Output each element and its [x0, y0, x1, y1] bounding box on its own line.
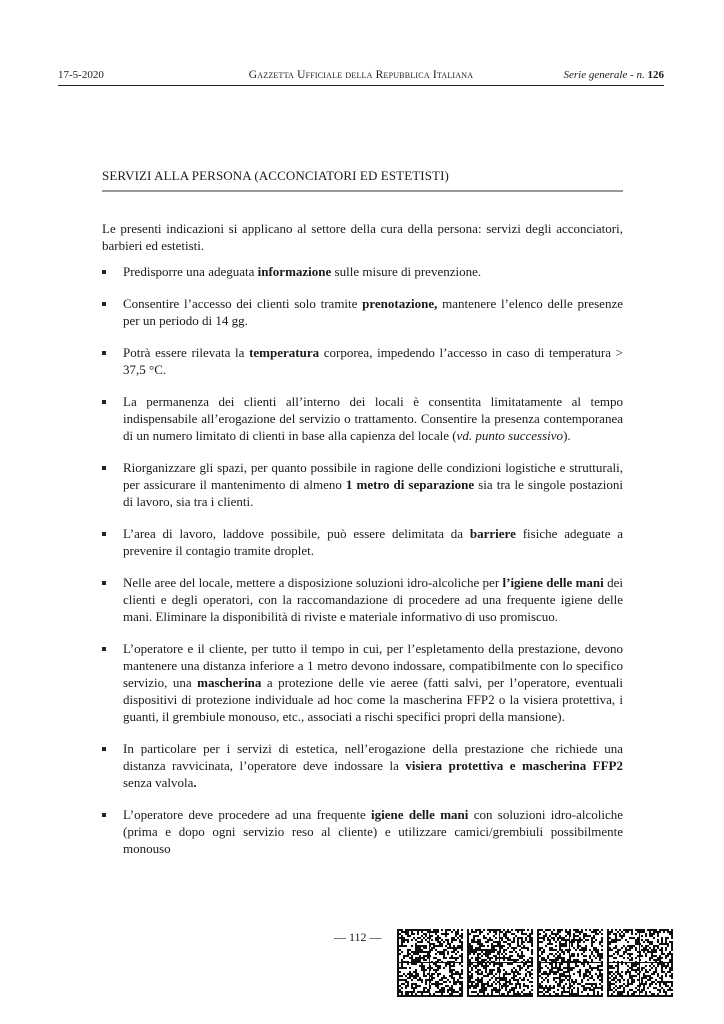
document-body	[102, 220, 623, 872]
intro-paragraph: Le presenti indicazioni si applicano al settore della cura della persona: servizi degli acconciatori, barbieri ed estetisti.	[102, 221, 623, 253]
bullet-text: con soluzioni idro-alcoliche (prima e dopo ogni servizio reso al cliente) e utilizzare camici/grembiuli possibilmente monouso	[123, 807, 623, 856]
bullet-text: sulle misure di prevenzione.	[331, 264, 482, 279]
bullet-item	[102, 344, 623, 378]
datamatrix-code-2	[467, 929, 533, 997]
bullet-marker	[102, 813, 106, 817]
bullet-text: a protezione delle vie aeree (fatti salvi, per l’operatore, eventuali dispositivi di protezione individuale ad hoc come la mascherina FFP2 o la visiera protettiva, i guanti, il grembiule monouso, etc., associati a rischi specifici propri della mansione).	[123, 675, 623, 724]
header-series-number: 126	[647, 69, 664, 81]
bold-text: visiera protettiva e mascherina FFP2	[405, 758, 623, 773]
bullet-marker	[102, 400, 106, 404]
bullet-marker	[102, 270, 106, 274]
bullet-text: mantenere l’elenco delle presenze per un periodo di 14 gg.	[123, 296, 623, 328]
bullet-text: Consentire l’accesso dei clienti solo tramite	[123, 296, 363, 311]
bullet-text: In particolare per i servizi di estetica, nell’erogazione della prestazione che richiede una distanza ravvicinata, l’operatore deve indossare la	[123, 741, 623, 773]
bullet-text: Predisporre una adeguata	[123, 264, 258, 279]
bold-text: .	[193, 775, 197, 790]
bullet-text: Riorganizzare gli spazi, per quanto possibile in ragione delle condizioni logistiche e strutturali, per assicurare il mantenimento di almeno	[123, 460, 623, 492]
bullet-item	[102, 806, 623, 857]
bullet-item	[102, 263, 623, 280]
datamatrix-code-4	[607, 929, 673, 997]
bullet-item	[102, 295, 623, 329]
bold-text: barriere	[469, 526, 516, 541]
bullet-text: fisiche adeguate a prevenire il contagio tramite droplet.	[123, 526, 623, 558]
bullet-item	[102, 525, 623, 559]
bullet-list	[102, 263, 623, 857]
bullet-text: Nelle aree del locale, mettere a disposizione soluzioni idro-alcoliche per	[123, 575, 503, 590]
bullet-item	[102, 574, 623, 625]
header-publication: Gazzetta Ufficiale della Repubblica Italiana	[248, 69, 474, 81]
page-number: — 112 —	[334, 930, 382, 944]
bold-text: prenotazione,	[362, 296, 438, 311]
bullet-marker	[102, 351, 106, 355]
bullet-marker	[102, 302, 106, 306]
bullet-item	[102, 640, 623, 725]
bullet-text: L’area di lavoro, laddove possibile, può essere delimitata da	[123, 526, 470, 541]
bold-text: l’igiene delle mani	[502, 575, 604, 590]
bullet-marker	[102, 747, 106, 751]
header-series-label: Serie generale - n.	[563, 69, 645, 81]
page-header	[58, 66, 664, 84]
italic-text: vd. punto successivo	[456, 428, 564, 443]
bullet-text: corporea, impedendo l’accesso in caso di temperatura > 37,5 °C.	[123, 345, 623, 377]
bold-text: mascherina	[197, 675, 262, 690]
bullet-text: L’operatore deve procedere ad una frequente	[123, 807, 372, 822]
header-series	[564, 66, 665, 84]
datamatrix-code-1	[397, 929, 463, 997]
bold-text: 1 metro di separazione	[345, 477, 475, 492]
bullet-marker	[102, 466, 106, 470]
bullet-text: sia tra le singole postazioni di lavoro, sia tra i clienti.	[123, 477, 623, 509]
datamatrix-codes	[397, 929, 673, 997]
bullet-text: ).	[563, 428, 571, 443]
bullet-marker	[102, 647, 106, 651]
bullet-text: Potrà essere rilevata la	[123, 345, 250, 360]
datamatrix-code-3	[537, 929, 603, 997]
bullet-marker	[102, 581, 106, 585]
header-date: 17-5-2020	[58, 69, 104, 81]
bullet-marker	[102, 532, 106, 536]
bullet-text: La permanenza dei clienti all’interno dei locali è consentita limitatamente al tempo indispensabile all’erogazione del servizio o trattamento. Consentire la presenza contemporanea di un numero limitato di clienti in base alla capienza del locale (	[123, 394, 623, 443]
header-divider	[58, 85, 664, 86]
bold-text: temperatura	[249, 345, 320, 360]
bullet-text: dei clienti e degli operatori, con la raccomandazione di procedere ad una frequente igiene delle mani. Eliminare la disponibilità di riviste e materiale informativo di uso promiscuo.	[123, 575, 623, 624]
bullet-text: L’operatore e il cliente, per tutto il tempo in cui, per l’espletamento della prestazione, devono mantenere una distanza inferiore a 1 metro devono indossare, compatibilmente con lo specifico servizio, una	[123, 641, 623, 690]
bold-text: informazione	[257, 264, 332, 279]
bullet-item	[102, 740, 623, 791]
bullet-item	[102, 393, 623, 444]
section-title: SERVIZI ALLA PERSONA (ACCONCIATORI ED ESTETISTI)	[102, 168, 449, 183]
section-divider	[102, 190, 623, 192]
bullet-text: senza valvola	[123, 775, 194, 790]
bold-text: igiene delle mani	[371, 807, 469, 822]
bullet-item	[102, 459, 623, 510]
